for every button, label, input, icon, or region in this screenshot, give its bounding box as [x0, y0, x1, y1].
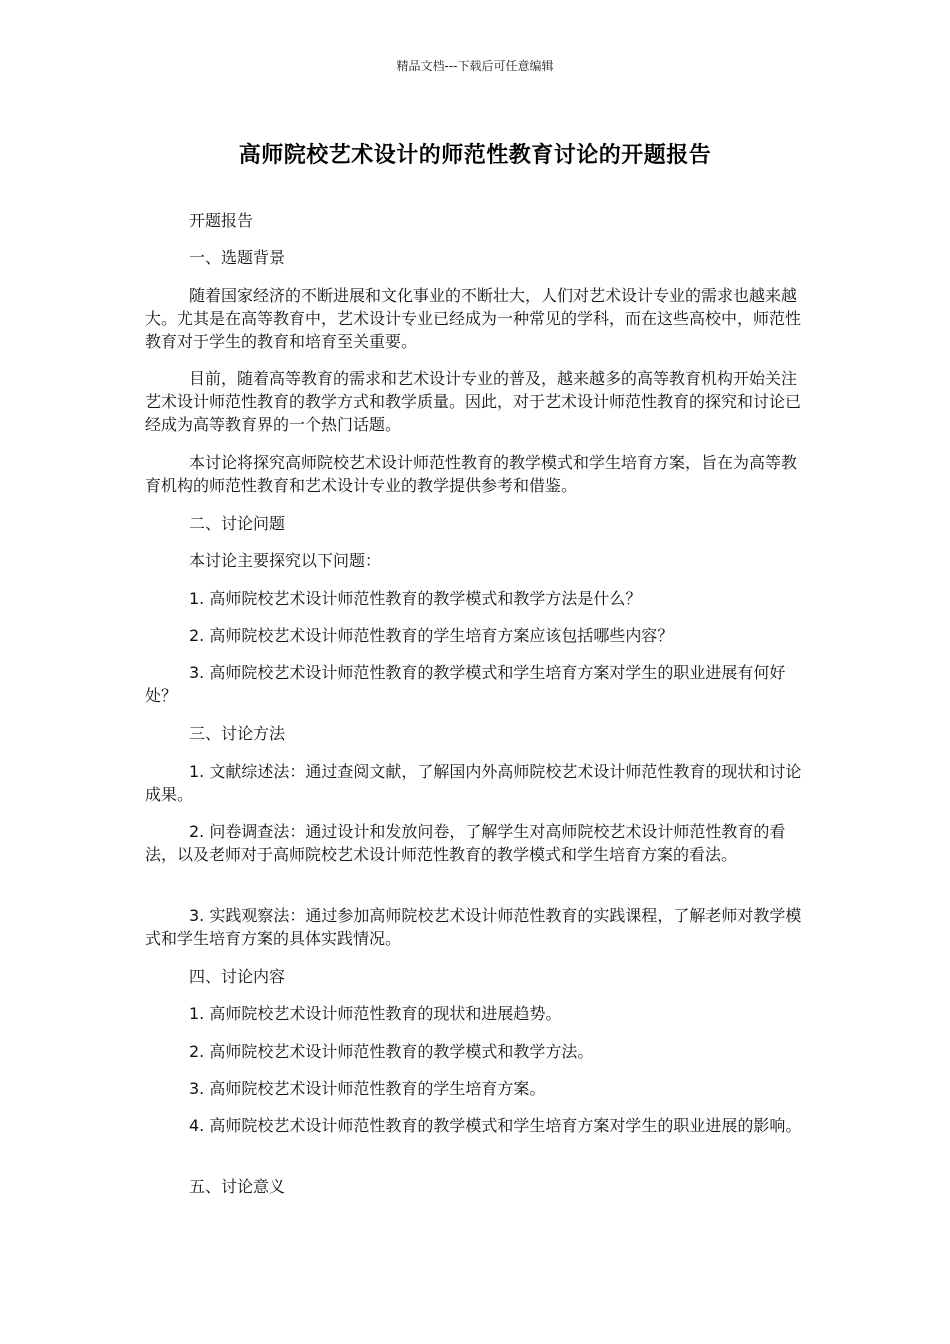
- list-item-method-2: 2. 问卷调查法：通过设计和发放问卷，了解学生对高师院校艺术设计师范性教育的看法，以及老师对于高师院校艺术设计师范性教育的教学模式和学生培育方案的看法。: [145, 822, 786, 864]
- list-item-content-4: 4. 高师院校艺术设计师范性教育的教学模式和学生培育方案对学生的职业进展的影响。: [189, 1116, 802, 1135]
- section-heading-content: 四、讨论内容: [189, 967, 286, 986]
- section-heading-methods: 三、讨论方法: [189, 724, 286, 743]
- list-item-method-3: 3. 实践观察法：通过参加高师院校艺术设计师范性教育的实践课程，了解老师对教学模式和学生培育方案的具体实践情况。: [145, 906, 802, 948]
- paragraph-background-1: 随着国家经济的不断进展和文化事业的不断壮大，人们对艺术设计专业的需求也越来越大。尤其是在高等教育中，艺术设计专业已经成为一种常见的学科，而在这些高校中，师范性教育对于学生的教育和培育至关重要。: [145, 286, 802, 351]
- paragraph-background-3: 本讨论将探究高师院校艺术设计师范性教育的教学模式和学生培育方案，旨在为高等教育机构的师范性教育和艺术设计专业的教学提供参考和借鉴。: [145, 453, 798, 495]
- paragraph-report-label: 开题报告: [189, 211, 254, 230]
- paragraph-background-2: 目前，随着高等教育的需求和艺术设计专业的普及，越来越多的高等教育机构开始关注艺术设计师范性教育的教学方式和教学质量。因此，对于艺术设计师范性教育的探究和讨论已经成为高等教育界的一个热门话题。: [145, 369, 802, 434]
- paragraph-questions-intro: 本讨论主要探究以下问题：: [189, 551, 382, 570]
- list-item-question-1: 1. 高师院校艺术设计师范性教育的教学模式和教学方法是什么？: [189, 589, 642, 608]
- header-note: 精品文档---下载后可任意编辑: [396, 59, 554, 73]
- list-item-question-3: 3. 高师院校艺术设计师范性教育的教学模式和学生培育方案对学生的职业进展有何好处？: [145, 663, 786, 705]
- list-item-content-3: 3. 高师院校艺术设计师范性教育的学生培育方案。: [189, 1079, 546, 1098]
- list-item-method-1: 1. 文献综述法：通过查阅文献，了解国内外高师院校艺术设计师范性教育的现状和讨论成果。: [145, 762, 802, 804]
- section-heading-significance: 五、讨论意义: [189, 1177, 286, 1196]
- list-item-question-2: 2. 高师院校艺术设计师范性教育的学生培育方案应该包括哪些内容？: [189, 626, 674, 645]
- section-heading-background: 一、选题背景: [189, 248, 286, 267]
- list-item-content-1: 1. 高师院校艺术设计师范性教育的现状和进展趋势。: [189, 1004, 562, 1023]
- section-heading-questions: 二、讨论问题: [189, 514, 286, 533]
- list-item-content-2: 2. 高师院校艺术设计师范性教育的教学模式和教学方法。: [189, 1042, 594, 1061]
- document-title: 高师院校艺术设计的师范性教育讨论的开题报告: [238, 143, 712, 168]
